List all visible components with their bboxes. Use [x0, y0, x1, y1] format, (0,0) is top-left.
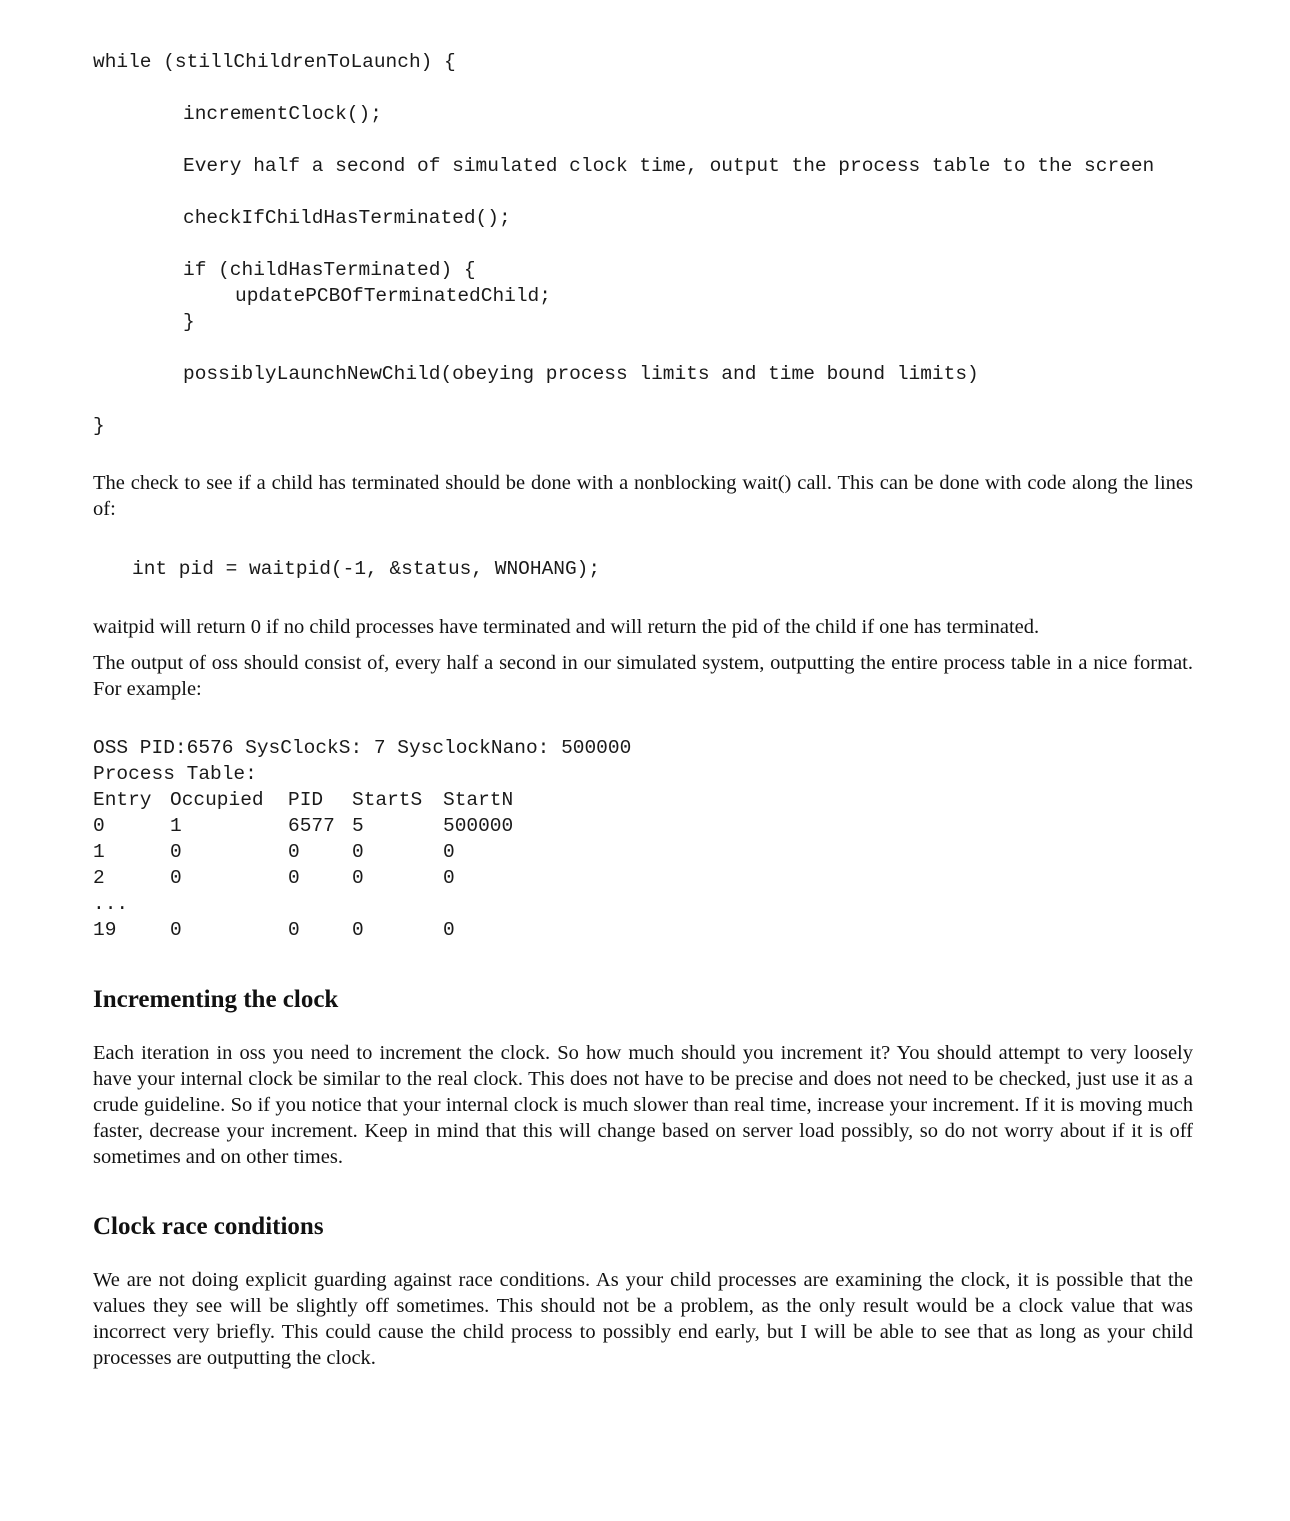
- table-cell: 1: [93, 841, 105, 863]
- column-header: PID: [288, 789, 324, 811]
- code-update-pcb: updatePCBOfTerminatedChild;: [235, 285, 551, 307]
- section-heading-incrementing: Incrementing the clock: [93, 986, 339, 1013]
- code-output-comment: Every half a second of simulated clock time, output the process table to the screen: [183, 155, 1155, 177]
- paragraph-waitpid-return: waitpid will return 0 if no child processes have terminated and will return the pid of the child if one has terminated.: [93, 616, 1040, 638]
- code-check-terminated: checkIfChildHasTerminated();: [183, 207, 511, 229]
- paragraph-race: We are not doing explicit guarding against race conditions. As your child processes are examining the clock, it is possible that the values they see will be slightly off sometimes. This should not be a problem, as the only result would be a clock value that was incorrect very briefly. This could cause the child process to possibly end early, but I will be able to see that as long as your child processes are outputting the clock.: [93, 1269, 1193, 1369]
- table-cell: 0: [288, 867, 300, 889]
- table-cell: 0: [170, 919, 182, 941]
- table-cell: 0: [443, 867, 455, 889]
- column-header: StartS: [352, 789, 423, 811]
- table-cell: 0: [170, 841, 182, 863]
- table-cell: 6577: [288, 815, 335, 837]
- code-waitpid: int pid = waitpid(-1, &status, WNOHANG);: [132, 558, 601, 580]
- code-while-close: }: [93, 415, 105, 437]
- ellipsis: ...: [93, 893, 129, 915]
- example-header-line: OSS PID:6576 SysClockS: 7 SysclockNano: 500000: [93, 737, 632, 759]
- table-cell: 5: [352, 815, 364, 837]
- table-cell: 0: [170, 867, 182, 889]
- table-cell: 0: [443, 919, 455, 941]
- code-while-line: while (stillChildrenToLaunch) {: [93, 51, 456, 73]
- column-header: Occupied: [170, 789, 264, 811]
- example-table-title: Process Table:: [93, 763, 257, 785]
- table-cell: 19: [93, 919, 117, 941]
- table-cell: 0: [288, 919, 300, 941]
- table-cell: 0: [352, 841, 364, 863]
- code-if-close: }: [183, 311, 195, 333]
- table-cell: 0: [443, 841, 455, 863]
- code-increment-clock: incrementClock();: [183, 103, 382, 125]
- section-heading-race: Clock race conditions: [93, 1213, 324, 1240]
- table-cell: 0: [352, 867, 364, 889]
- paragraph-wait-check: The check to see if a child has terminated should be done with a nonblocking wait() call. This can be done with code along the lines of:: [93, 472, 1193, 520]
- paragraph-output-desc: The output of oss should consist of, every half a second in our simulated system, outputting the entire process table in a nice format. For example:: [93, 652, 1193, 700]
- column-header: StartN: [443, 789, 514, 811]
- column-header: Entry: [93, 789, 152, 811]
- table-cell: 0: [352, 919, 364, 941]
- code-if-line: if (childHasTerminated) {: [183, 259, 476, 281]
- table-cell: 500000: [443, 815, 514, 837]
- table-cell: 0: [288, 841, 300, 863]
- table-cell: 2: [93, 867, 105, 889]
- table-cell: 1: [170, 815, 182, 837]
- paragraph-incrementing: Each iteration in oss you need to increment the clock. So how much should you increment it? You should attempt to very loosely have your internal clock be similar to the real clock. This does not have to be precise and does not need to be checked, just use it as a crude guideline. So if you notice that your internal clock is much slower than real time, increase your increment. If it is moving much faster, decrease your increment. Keep in mind that this will change based on server load possibly, so do not worry about if it is off sometimes and on other times.: [93, 1042, 1193, 1168]
- table-cell: 0: [93, 815, 105, 837]
- code-launch-child: possiblyLaunchNewChild(obeying process limits and time bound limits): [183, 363, 979, 385]
